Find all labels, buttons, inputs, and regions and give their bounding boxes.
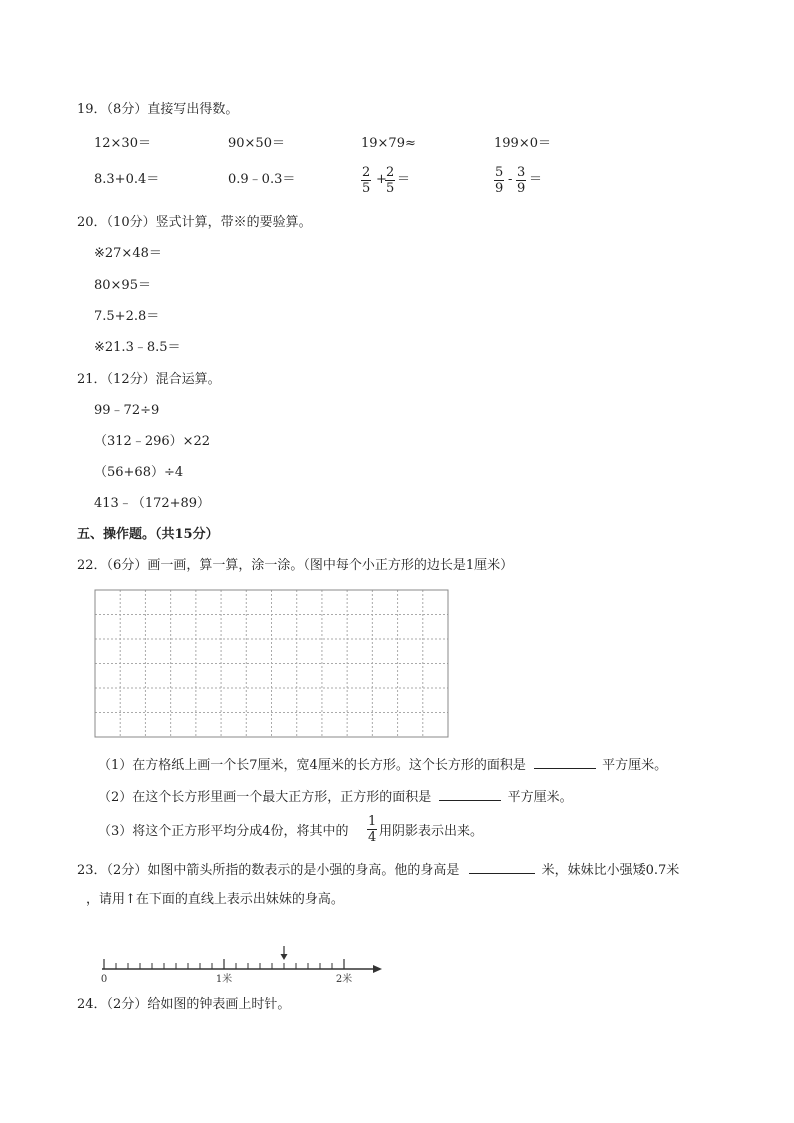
q22-sub2-unit: 平方厘米。	[507, 790, 573, 805]
q23-text-b: 米，妹妹比小强矮0.7米	[541, 863, 680, 878]
fraction-b-second	[516, 166, 526, 195]
grid-lines	[95, 590, 448, 737]
ruler-ticks	[104, 959, 344, 969]
fraction-numerator: 3	[517, 165, 526, 180]
q22-sub3-text-b: 用阴影表示出来。	[379, 824, 484, 839]
fraction-a-equals: ＝	[397, 172, 411, 187]
q20-title: 20．（10分）竖式计算，带※的要验算。	[77, 215, 312, 230]
fraction-numerator: 2	[362, 165, 371, 180]
q23-text-a: 23．（2分）如图中箭头所指的数表示的是小强的身高。他的身高是	[77, 863, 460, 878]
q22-sub1-unit: 平方厘米。	[602, 758, 668, 773]
ruler-label-0: 0	[100, 974, 108, 985]
fraction-a-operator: +	[376, 172, 387, 187]
fraction-a-second	[385, 166, 395, 195]
q24-title: 24．（2分）给如图的钟表画上时针。	[77, 997, 291, 1012]
fraction-denominator: 9	[517, 181, 526, 196]
q20-item-1: ※27×48＝	[94, 246, 162, 261]
q21-item-3: （56+68）÷4	[94, 465, 184, 480]
fraction-b-operator: -	[508, 172, 513, 187]
fraction-numerator: 1	[368, 814, 377, 829]
q22-sub2-answer-blank[interactable]	[439, 788, 501, 801]
q19-item-2: 90×50＝	[228, 136, 285, 151]
q19-title: 19．（8分）直接写出得数。	[77, 102, 239, 117]
q23-line1	[77, 861, 679, 879]
fraction-denominator: 5	[386, 181, 395, 196]
q22-sub3-fraction	[367, 815, 377, 844]
q19-item-4: 199×0＝	[494, 136, 551, 151]
fraction-b-equals: ＝	[529, 172, 543, 187]
fraction-denominator: 4	[368, 830, 377, 845]
q20-item-4: ※21.3﹣8.5＝	[94, 340, 181, 355]
fraction-denominator: 5	[362, 181, 371, 196]
ruler-label-1m: 1米	[215, 974, 233, 985]
q22-sub1-answer-blank[interactable]	[534, 756, 596, 769]
q21-item-1: 99﹣72÷9	[94, 403, 160, 418]
fraction-b-first	[494, 166, 504, 195]
q19-item-6: 0.9﹣0.3＝	[228, 172, 296, 187]
grid-paper[interactable]	[94, 589, 450, 739]
q19-item-1: 12×30＝	[94, 136, 151, 151]
q22-sub1	[98, 756, 667, 774]
q21-item-2: （312﹣296）×22	[94, 434, 211, 449]
height-arrow-icon	[281, 946, 288, 960]
ruler-label-2m: 2米	[335, 974, 353, 985]
q20-item-2: 80×95＝	[94, 278, 151, 293]
fraction-a-first	[361, 166, 371, 195]
fraction-numerator: 5	[495, 165, 504, 180]
q20-item-3: 7.5+2.8＝	[94, 309, 160, 324]
q21-title: 21．（12分）混合运算。	[77, 372, 221, 387]
number-line[interactable]	[94, 943, 390, 989]
q21-item-4: 413﹣（172+89）	[94, 496, 211, 511]
section-5-title: 五、操作题。（共15分）	[77, 527, 219, 542]
q23-answer-blank[interactable]	[469, 861, 535, 874]
ruler-arrowhead	[373, 965, 382, 973]
q22-sub1-text: （1）在方格纸上画一个长7厘米，宽4厘米的长方形。这个长方形的面积是	[98, 758, 526, 773]
fraction-denominator: 9	[495, 181, 504, 196]
fraction-numerator: 2	[386, 165, 395, 180]
q22-sub2-text: （2）在这个长方形里画一个最大正方形，正方形的面积是	[98, 790, 432, 805]
q23-line2: ，请用↑在下面的直线上表示出妹妹的身高。	[86, 892, 344, 907]
q22-title: 22．（6分）画一画，算一算，涂一涂。（图中每个小正方形的边长是1厘米）	[77, 558, 514, 573]
q22-sub2	[98, 788, 573, 806]
q22-sub3-text-a: （3）将这个正方形平均分成4份，将其中的	[98, 824, 349, 839]
q19-item-5: 8.3+0.4＝	[94, 172, 160, 187]
q19-item-3: 19×79≈	[361, 136, 416, 151]
